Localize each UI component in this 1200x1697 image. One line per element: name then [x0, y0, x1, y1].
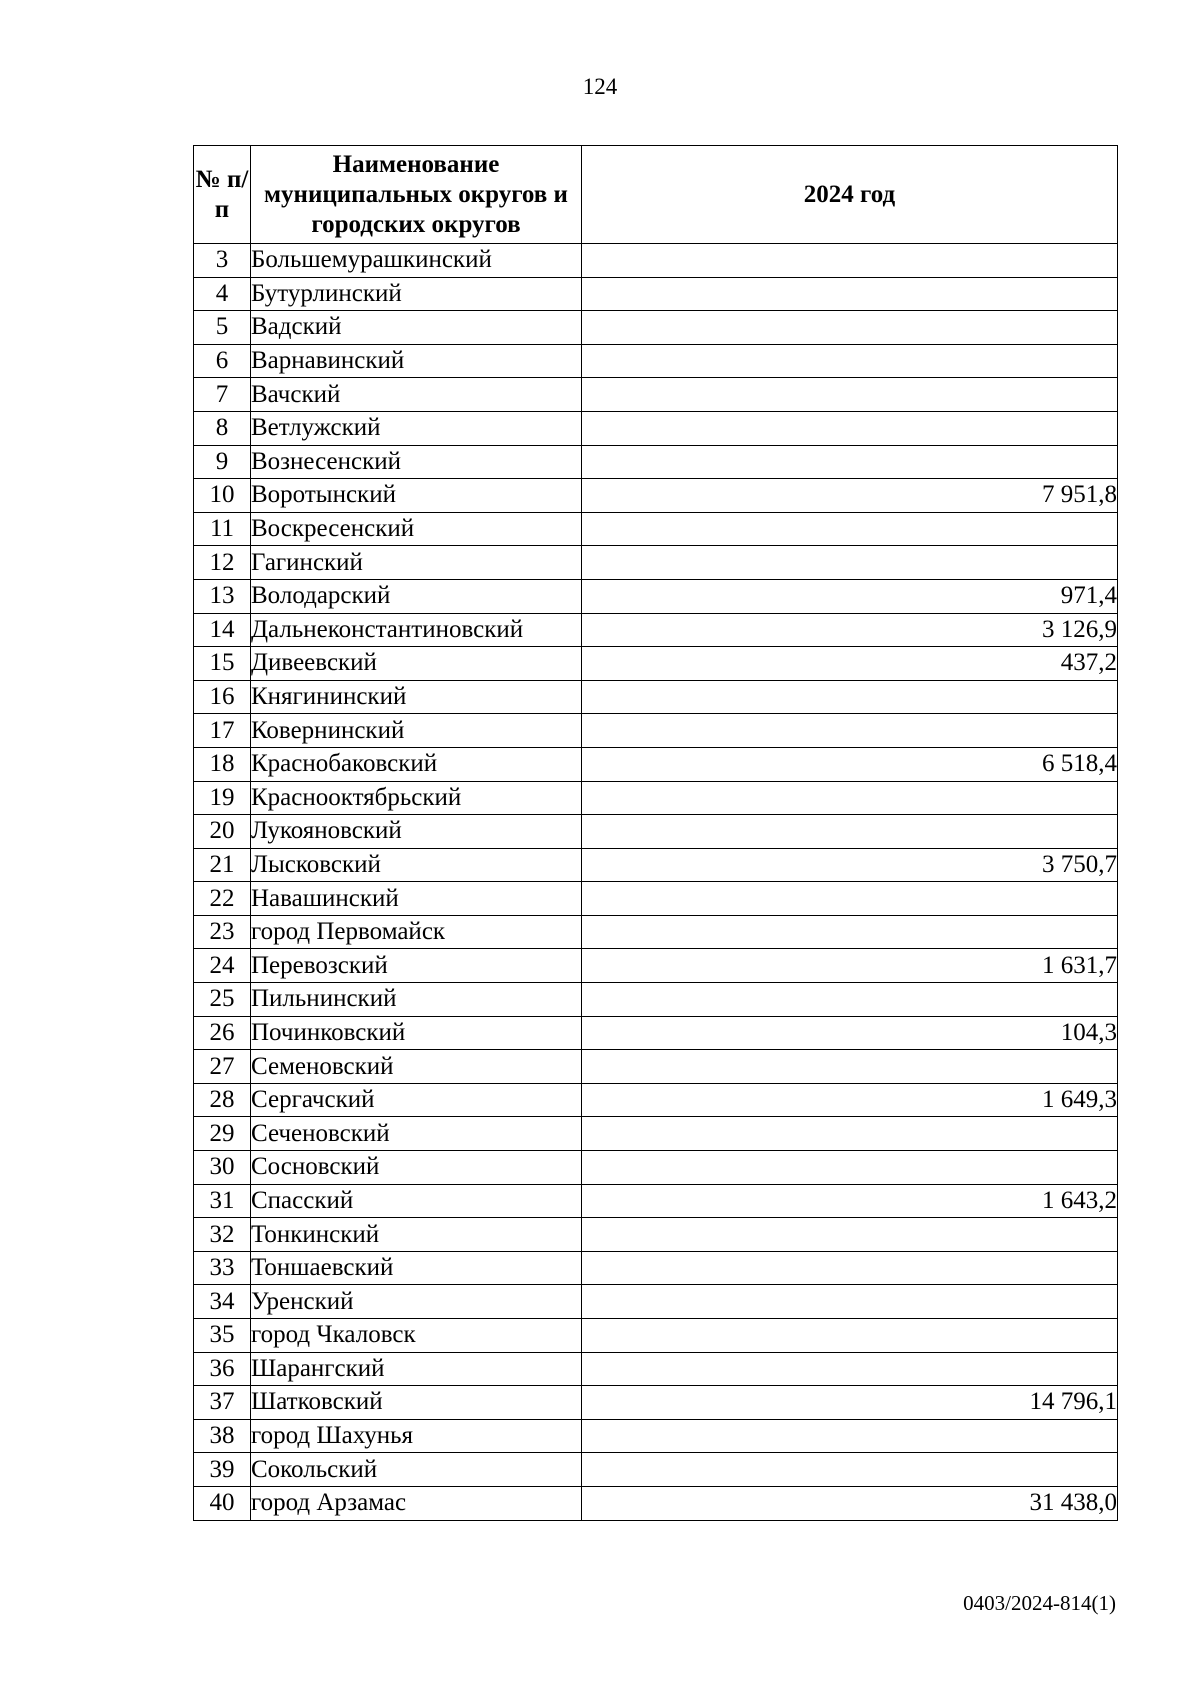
table-row	[194, 512, 1118, 546]
row-number: 19	[194, 781, 251, 815]
row-name: Вадский	[251, 311, 582, 345]
table-row	[194, 1218, 1118, 1252]
row-value: 971,4	[582, 579, 1118, 613]
row-value	[582, 1352, 1118, 1386]
row-name: Володарский	[251, 579, 582, 613]
table-row	[194, 1453, 1118, 1487]
row-name: город Арзамас	[251, 1486, 582, 1520]
row-value	[582, 714, 1118, 748]
document-code: 0403/2024-814(1)	[963, 1591, 1116, 1615]
row-name: Пильнинский	[251, 983, 582, 1017]
row-number: 16	[194, 680, 251, 714]
row-value	[582, 546, 1118, 580]
row-name: Шарангский	[251, 1352, 582, 1386]
header-name: Наименование муниципальных округов и городских округов	[251, 146, 582, 244]
row-name: Ветлужский	[251, 411, 582, 445]
header-number: № п/п	[194, 146, 251, 244]
table-row	[194, 949, 1118, 983]
table-row	[194, 1083, 1118, 1117]
table-row	[194, 1050, 1118, 1084]
table-row	[194, 983, 1118, 1017]
row-name: Воскресенский	[251, 512, 582, 546]
row-value	[582, 1117, 1118, 1151]
table-row	[194, 1117, 1118, 1151]
row-value	[582, 411, 1118, 445]
row-number: 20	[194, 815, 251, 849]
row-value	[582, 915, 1118, 949]
row-value: 1 649,3	[582, 1083, 1118, 1117]
table-row	[194, 1386, 1118, 1420]
row-number: 15	[194, 647, 251, 681]
row-number: 31	[194, 1184, 251, 1218]
row-value	[582, 344, 1118, 378]
row-name: Воротынский	[251, 479, 582, 513]
row-value	[582, 781, 1118, 815]
row-value: 1 643,2	[582, 1184, 1118, 1218]
row-number: 32	[194, 1218, 251, 1252]
row-name: Сеченовский	[251, 1117, 582, 1151]
row-value: 3 126,9	[582, 613, 1118, 647]
row-name: Княгининский	[251, 680, 582, 714]
table-row	[194, 378, 1118, 412]
row-value	[582, 277, 1118, 311]
row-value: 6 518,4	[582, 747, 1118, 781]
row-number: 6	[194, 344, 251, 378]
row-value	[582, 311, 1118, 345]
row-number: 17	[194, 714, 251, 748]
row-number: 8	[194, 411, 251, 445]
row-number: 18	[194, 747, 251, 781]
row-value: 3 750,7	[582, 848, 1118, 882]
row-number: 12	[194, 546, 251, 580]
row-value	[582, 378, 1118, 412]
table-row	[194, 714, 1118, 748]
row-name: Большемурашкинский	[251, 244, 582, 278]
table-row	[194, 1419, 1118, 1453]
row-number: 33	[194, 1251, 251, 1285]
row-name: город Чкаловск	[251, 1319, 582, 1353]
table-row	[194, 277, 1118, 311]
row-name: Навашинский	[251, 882, 582, 916]
table-row	[194, 445, 1118, 479]
row-name: Краснооктябрьский	[251, 781, 582, 815]
row-name: Сергачский	[251, 1083, 582, 1117]
table-row	[194, 815, 1118, 849]
row-name: Перевозский	[251, 949, 582, 983]
table-row	[194, 411, 1118, 445]
header-year: 2024 год	[582, 146, 1118, 244]
table-header	[194, 146, 1118, 244]
row-number: 11	[194, 512, 251, 546]
row-value	[582, 1453, 1118, 1487]
row-value	[582, 882, 1118, 916]
row-name: Лысковский	[251, 848, 582, 882]
row-value	[582, 1319, 1118, 1353]
row-value: 437,2	[582, 647, 1118, 681]
row-number: 30	[194, 1151, 251, 1185]
row-number: 27	[194, 1050, 251, 1084]
table-row	[194, 1319, 1118, 1353]
row-number: 35	[194, 1319, 251, 1353]
row-value: 14 796,1	[582, 1386, 1118, 1420]
row-value	[582, 815, 1118, 849]
row-value	[582, 244, 1118, 278]
row-name: Вачский	[251, 378, 582, 412]
page-number: 124	[582, 74, 618, 99]
row-name: Шатковский	[251, 1386, 582, 1420]
row-name: Вознесенский	[251, 445, 582, 479]
row-number: 29	[194, 1117, 251, 1151]
table-row	[194, 479, 1118, 513]
row-name: Сокольский	[251, 1453, 582, 1487]
row-name: Варнавинский	[251, 344, 582, 378]
table-row	[194, 882, 1118, 916]
row-value	[582, 512, 1118, 546]
table-row	[194, 1285, 1118, 1319]
row-name: Тонкинский	[251, 1218, 582, 1252]
row-value	[582, 1251, 1118, 1285]
row-name: Спасский	[251, 1184, 582, 1218]
table-row	[194, 1016, 1118, 1050]
row-number: 21	[194, 848, 251, 882]
row-number: 39	[194, 1453, 251, 1487]
row-name: город Шахунья	[251, 1419, 582, 1453]
table-row	[194, 747, 1118, 781]
row-number: 5	[194, 311, 251, 345]
table-row	[194, 1251, 1118, 1285]
row-name: Уренский	[251, 1285, 582, 1319]
row-value	[582, 1285, 1118, 1319]
table-row	[194, 647, 1118, 681]
table-row	[194, 915, 1118, 949]
row-number: 23	[194, 915, 251, 949]
row-name: Починковский	[251, 1016, 582, 1050]
row-number: 9	[194, 445, 251, 479]
row-name: Ковернинский	[251, 714, 582, 748]
row-value: 104,3	[582, 1016, 1118, 1050]
row-number: 26	[194, 1016, 251, 1050]
table-row	[194, 680, 1118, 714]
row-name: Дивеевский	[251, 647, 582, 681]
row-value	[582, 1151, 1118, 1185]
table-row	[194, 1184, 1118, 1218]
row-number: 34	[194, 1285, 251, 1319]
row-number: 38	[194, 1419, 251, 1453]
table-row	[194, 311, 1118, 345]
row-name: Бутурлинский	[251, 277, 582, 311]
row-value: 31 438,0	[582, 1486, 1118, 1520]
row-number: 40	[194, 1486, 251, 1520]
row-value: 7 951,8	[582, 479, 1118, 513]
row-number: 13	[194, 579, 251, 613]
row-value	[582, 983, 1118, 1017]
table-row	[194, 1486, 1118, 1520]
row-name: Семеновский	[251, 1050, 582, 1084]
row-number: 4	[194, 277, 251, 311]
row-name: Тоншаевский	[251, 1251, 582, 1285]
row-number: 37	[194, 1386, 251, 1420]
row-number: 3	[194, 244, 251, 278]
row-value	[582, 1419, 1118, 1453]
row-value	[582, 445, 1118, 479]
row-name: Гагинский	[251, 546, 582, 580]
table-row	[194, 1352, 1118, 1386]
row-number: 36	[194, 1352, 251, 1386]
row-value	[582, 1050, 1118, 1084]
table-row	[194, 1151, 1118, 1185]
table-row	[194, 546, 1118, 580]
row-number: 25	[194, 983, 251, 1017]
row-number: 24	[194, 949, 251, 983]
row-value: 1 631,7	[582, 949, 1118, 983]
row-name: Дальнеконстантиновский	[251, 613, 582, 647]
row-name: Лукояновский	[251, 815, 582, 849]
table-row	[194, 848, 1118, 882]
row-value	[582, 1218, 1118, 1252]
budget-table	[193, 145, 1118, 1521]
table-row	[194, 613, 1118, 647]
table-row	[194, 781, 1118, 815]
table-row	[194, 579, 1118, 613]
table-row	[194, 344, 1118, 378]
row-number: 7	[194, 378, 251, 412]
row-name: Краснобаковский	[251, 747, 582, 781]
row-number: 28	[194, 1083, 251, 1117]
row-name: город Первомайск	[251, 915, 582, 949]
row-name: Сосновский	[251, 1151, 582, 1185]
table-row	[194, 244, 1118, 278]
row-number: 22	[194, 882, 251, 916]
table-body	[194, 244, 1118, 1521]
row-value	[582, 680, 1118, 714]
row-number: 14	[194, 613, 251, 647]
row-number: 10	[194, 479, 251, 513]
